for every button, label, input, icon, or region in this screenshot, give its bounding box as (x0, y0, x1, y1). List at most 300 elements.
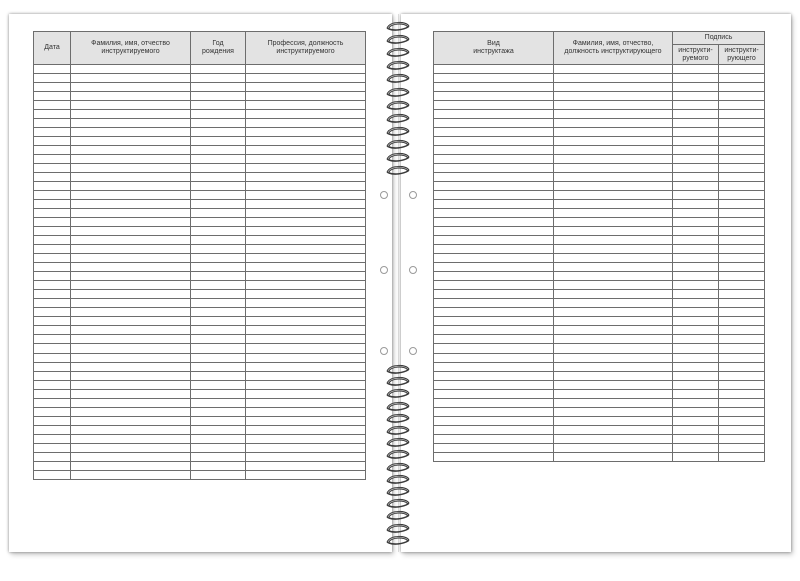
table-cell[interactable] (71, 227, 191, 236)
table-cell[interactable] (71, 281, 191, 290)
table-cell[interactable] (673, 452, 719, 461)
table-cell[interactable] (719, 407, 765, 416)
table-cell[interactable] (434, 164, 554, 173)
table-cell[interactable] (34, 218, 71, 227)
table-cell[interactable] (554, 119, 673, 128)
table-cell[interactable] (34, 146, 71, 155)
table-cell[interactable] (34, 299, 71, 308)
table-cell[interactable] (434, 443, 554, 452)
table-cell[interactable] (673, 434, 719, 443)
table-cell[interactable] (191, 65, 246, 74)
table-cell[interactable] (554, 416, 673, 425)
table-cell[interactable] (554, 290, 673, 299)
table-cell[interactable] (246, 344, 366, 353)
table-cell[interactable] (34, 470, 71, 479)
table-cell[interactable] (554, 443, 673, 452)
table-cell[interactable] (34, 416, 71, 425)
table-cell[interactable] (246, 434, 366, 443)
table-cell[interactable] (673, 272, 719, 281)
table-cell[interactable] (434, 119, 554, 128)
table-cell[interactable] (246, 398, 366, 407)
table-cell[interactable] (71, 398, 191, 407)
table-cell[interactable] (434, 353, 554, 362)
table-cell[interactable] (71, 416, 191, 425)
table-cell[interactable] (719, 290, 765, 299)
table-cell[interactable] (71, 407, 191, 416)
table-cell[interactable] (673, 191, 719, 200)
table-cell[interactable] (34, 434, 71, 443)
table-cell[interactable] (191, 137, 246, 146)
table-cell[interactable] (673, 353, 719, 362)
table-cell[interactable] (34, 371, 71, 380)
table-cell[interactable] (719, 155, 765, 164)
table-cell[interactable] (191, 272, 246, 281)
table-cell[interactable] (673, 398, 719, 407)
table-cell[interactable] (554, 74, 673, 83)
table-cell[interactable] (719, 326, 765, 335)
table-cell[interactable] (434, 146, 554, 155)
table-cell[interactable] (191, 263, 246, 272)
table-cell[interactable] (434, 263, 554, 272)
table-cell[interactable] (434, 425, 554, 434)
table-cell[interactable] (246, 74, 366, 83)
table-cell[interactable] (71, 461, 191, 470)
table-cell[interactable] (71, 92, 191, 101)
table-cell[interactable] (246, 389, 366, 398)
table-cell[interactable] (246, 416, 366, 425)
table-cell[interactable] (673, 407, 719, 416)
table-cell[interactable] (34, 272, 71, 281)
table-cell[interactable] (71, 101, 191, 110)
table-cell[interactable] (673, 182, 719, 191)
table-cell[interactable] (434, 326, 554, 335)
table-cell[interactable] (554, 362, 673, 371)
table-cell[interactable] (434, 137, 554, 146)
table-cell[interactable] (34, 353, 71, 362)
table-cell[interactable] (191, 317, 246, 326)
table-cell[interactable] (71, 137, 191, 146)
table-cell[interactable] (434, 173, 554, 182)
table-cell[interactable] (34, 452, 71, 461)
table-cell[interactable] (246, 209, 366, 218)
table-cell[interactable] (554, 164, 673, 173)
table-cell[interactable] (246, 218, 366, 227)
table-cell[interactable] (34, 74, 71, 83)
table-cell[interactable] (434, 452, 554, 461)
table-cell[interactable] (246, 119, 366, 128)
table-cell[interactable] (434, 236, 554, 245)
table-cell[interactable] (554, 434, 673, 443)
table-cell[interactable] (554, 101, 673, 110)
table-cell[interactable] (34, 344, 71, 353)
table-cell[interactable] (673, 245, 719, 254)
table-cell[interactable] (719, 353, 765, 362)
table-cell[interactable] (673, 299, 719, 308)
table-cell[interactable] (554, 272, 673, 281)
table-cell[interactable] (246, 281, 366, 290)
table-cell[interactable] (673, 362, 719, 371)
table-cell[interactable] (34, 110, 71, 119)
table-cell[interactable] (191, 425, 246, 434)
table-cell[interactable] (434, 191, 554, 200)
table-cell[interactable] (719, 452, 765, 461)
table-cell[interactable] (673, 281, 719, 290)
table-cell[interactable] (191, 335, 246, 344)
table-cell[interactable] (719, 335, 765, 344)
table-cell[interactable] (719, 317, 765, 326)
table-cell[interactable] (191, 398, 246, 407)
table-cell[interactable] (246, 353, 366, 362)
table-cell[interactable] (719, 83, 765, 92)
table-cell[interactable] (554, 308, 673, 317)
table-cell[interactable] (246, 470, 366, 479)
table-cell[interactable] (246, 92, 366, 101)
table-cell[interactable] (71, 164, 191, 173)
table-cell[interactable] (554, 92, 673, 101)
table-cell[interactable] (34, 182, 71, 191)
table-cell[interactable] (719, 434, 765, 443)
table-cell[interactable] (191, 173, 246, 182)
table-cell[interactable] (434, 407, 554, 416)
table-cell[interactable] (719, 254, 765, 263)
table-cell[interactable] (673, 65, 719, 74)
table-cell[interactable] (434, 155, 554, 164)
table-cell[interactable] (673, 218, 719, 227)
table-cell[interactable] (719, 92, 765, 101)
table-cell[interactable] (719, 191, 765, 200)
table-cell[interactable] (434, 281, 554, 290)
table-cell[interactable] (71, 452, 191, 461)
table-cell[interactable] (673, 173, 719, 182)
table-cell[interactable] (673, 371, 719, 380)
table-cell[interactable] (719, 236, 765, 245)
table-cell[interactable] (191, 452, 246, 461)
table-cell[interactable] (191, 155, 246, 164)
table-cell[interactable] (719, 119, 765, 128)
table-cell[interactable] (434, 398, 554, 407)
table-cell[interactable] (554, 398, 673, 407)
table-cell[interactable] (719, 443, 765, 452)
table-cell[interactable] (434, 371, 554, 380)
table-cell[interactable] (719, 245, 765, 254)
table-cell[interactable] (554, 137, 673, 146)
table-cell[interactable] (191, 128, 246, 137)
table-cell[interactable] (434, 101, 554, 110)
table-cell[interactable] (191, 182, 246, 191)
table-cell[interactable] (434, 92, 554, 101)
table-cell[interactable] (434, 227, 554, 236)
table-cell[interactable] (673, 317, 719, 326)
table-cell[interactable] (719, 371, 765, 380)
table-cell[interactable] (34, 155, 71, 164)
table-cell[interactable] (191, 407, 246, 416)
table-cell[interactable] (434, 317, 554, 326)
table-cell[interactable] (554, 191, 673, 200)
table-cell[interactable] (71, 335, 191, 344)
table-cell[interactable] (719, 344, 765, 353)
table-cell[interactable] (246, 164, 366, 173)
table-cell[interactable] (554, 380, 673, 389)
table-cell[interactable] (34, 200, 71, 209)
table-cell[interactable] (673, 128, 719, 137)
table-cell[interactable] (246, 155, 366, 164)
table-cell[interactable] (71, 191, 191, 200)
table-cell[interactable] (719, 137, 765, 146)
table-cell[interactable] (191, 146, 246, 155)
table-cell[interactable] (554, 299, 673, 308)
table-cell[interactable] (554, 227, 673, 236)
table-cell[interactable] (719, 101, 765, 110)
table-cell[interactable] (34, 398, 71, 407)
table-cell[interactable] (719, 218, 765, 227)
table-cell[interactable] (34, 119, 71, 128)
table-cell[interactable] (434, 83, 554, 92)
table-cell[interactable] (246, 101, 366, 110)
table-cell[interactable] (719, 173, 765, 182)
table-cell[interactable] (719, 182, 765, 191)
table-cell[interactable] (434, 74, 554, 83)
table-cell[interactable] (554, 182, 673, 191)
table-cell[interactable] (554, 200, 673, 209)
table-cell[interactable] (719, 389, 765, 398)
table-cell[interactable] (434, 209, 554, 218)
table-cell[interactable] (246, 308, 366, 317)
table-cell[interactable] (673, 146, 719, 155)
table-cell[interactable] (191, 254, 246, 263)
table-cell[interactable] (554, 245, 673, 254)
table-cell[interactable] (246, 128, 366, 137)
table-cell[interactable] (673, 119, 719, 128)
table-cell[interactable] (246, 191, 366, 200)
table-cell[interactable] (673, 344, 719, 353)
table-cell[interactable] (719, 299, 765, 308)
table-cell[interactable] (191, 344, 246, 353)
table-cell[interactable] (246, 299, 366, 308)
table-cell[interactable] (673, 326, 719, 335)
table-cell[interactable] (434, 245, 554, 254)
table-cell[interactable] (191, 353, 246, 362)
table-cell[interactable] (34, 191, 71, 200)
table-cell[interactable] (246, 182, 366, 191)
table-cell[interactable] (246, 452, 366, 461)
table-cell[interactable] (554, 344, 673, 353)
table-cell[interactable] (71, 434, 191, 443)
table-cell[interactable] (719, 398, 765, 407)
table-cell[interactable] (673, 164, 719, 173)
table-cell[interactable] (191, 461, 246, 470)
table-cell[interactable] (719, 281, 765, 290)
table-cell[interactable] (673, 236, 719, 245)
table-cell[interactable] (71, 263, 191, 272)
table-cell[interactable] (246, 83, 366, 92)
table-cell[interactable] (673, 209, 719, 218)
table-cell[interactable] (434, 65, 554, 74)
table-cell[interactable] (554, 218, 673, 227)
table-cell[interactable] (34, 137, 71, 146)
table-cell[interactable] (719, 308, 765, 317)
table-cell[interactable] (71, 218, 191, 227)
table-cell[interactable] (554, 371, 673, 380)
table-cell[interactable] (34, 245, 71, 254)
table-cell[interactable] (554, 146, 673, 155)
table-cell[interactable] (191, 380, 246, 389)
table-cell[interactable] (71, 209, 191, 218)
table-cell[interactable] (554, 353, 673, 362)
table-cell[interactable] (191, 326, 246, 335)
table-cell[interactable] (673, 155, 719, 164)
table-cell[interactable] (34, 164, 71, 173)
table-cell[interactable] (34, 308, 71, 317)
table-cell[interactable] (34, 335, 71, 344)
table-cell[interactable] (673, 200, 719, 209)
table-cell[interactable] (434, 434, 554, 443)
table-cell[interactable] (34, 290, 71, 299)
table-cell[interactable] (71, 443, 191, 452)
table-cell[interactable] (673, 227, 719, 236)
table-cell[interactable] (34, 209, 71, 218)
table-cell[interactable] (71, 353, 191, 362)
table-cell[interactable] (191, 83, 246, 92)
table-cell[interactable] (191, 101, 246, 110)
table-cell[interactable] (246, 236, 366, 245)
table-cell[interactable] (554, 263, 673, 272)
table-cell[interactable] (434, 389, 554, 398)
table-cell[interactable] (71, 119, 191, 128)
table-cell[interactable] (34, 101, 71, 110)
table-cell[interactable] (246, 110, 366, 119)
table-cell[interactable] (434, 110, 554, 119)
table-cell[interactable] (434, 380, 554, 389)
table-cell[interactable] (719, 146, 765, 155)
table-cell[interactable] (673, 74, 719, 83)
table-cell[interactable] (71, 128, 191, 137)
table-cell[interactable] (34, 254, 71, 263)
table-cell[interactable] (719, 380, 765, 389)
table-cell[interactable] (434, 344, 554, 353)
table-cell[interactable] (71, 254, 191, 263)
table-cell[interactable] (71, 380, 191, 389)
table-cell[interactable] (34, 227, 71, 236)
table-cell[interactable] (434, 299, 554, 308)
table-cell[interactable] (71, 182, 191, 191)
table-cell[interactable] (246, 272, 366, 281)
table-cell[interactable] (719, 272, 765, 281)
table-cell[interactable] (34, 461, 71, 470)
table-cell[interactable] (71, 308, 191, 317)
table-cell[interactable] (34, 236, 71, 245)
table-cell[interactable] (434, 362, 554, 371)
table-cell[interactable] (673, 443, 719, 452)
table-cell[interactable] (246, 65, 366, 74)
table-cell[interactable] (554, 209, 673, 218)
table-cell[interactable] (554, 254, 673, 263)
table-cell[interactable] (71, 200, 191, 209)
table-cell[interactable] (71, 236, 191, 245)
table-cell[interactable] (246, 290, 366, 299)
table-cell[interactable] (71, 65, 191, 74)
table-cell[interactable] (719, 128, 765, 137)
table-cell[interactable] (191, 299, 246, 308)
table-cell[interactable] (719, 263, 765, 272)
table-cell[interactable] (719, 164, 765, 173)
table-cell[interactable] (191, 92, 246, 101)
table-cell[interactable] (191, 281, 246, 290)
table-cell[interactable] (191, 110, 246, 119)
table-cell[interactable] (554, 83, 673, 92)
table-cell[interactable] (71, 299, 191, 308)
table-cell[interactable] (246, 371, 366, 380)
table-cell[interactable] (246, 173, 366, 182)
table-cell[interactable] (719, 110, 765, 119)
table-cell[interactable] (719, 425, 765, 434)
table-cell[interactable] (191, 236, 246, 245)
table-cell[interactable] (434, 335, 554, 344)
table-cell[interactable] (246, 245, 366, 254)
table-cell[interactable] (246, 317, 366, 326)
table-cell[interactable] (246, 407, 366, 416)
table-cell[interactable] (554, 173, 673, 182)
table-cell[interactable] (191, 290, 246, 299)
table-cell[interactable] (34, 65, 71, 74)
table-cell[interactable] (554, 425, 673, 434)
table-cell[interactable] (434, 128, 554, 137)
table-cell[interactable] (554, 110, 673, 119)
table-cell[interactable] (719, 362, 765, 371)
table-cell[interactable] (434, 218, 554, 227)
table-cell[interactable] (71, 146, 191, 155)
table-cell[interactable] (71, 245, 191, 254)
table-cell[interactable] (246, 335, 366, 344)
table-cell[interactable] (34, 92, 71, 101)
table-cell[interactable] (673, 92, 719, 101)
table-cell[interactable] (554, 326, 673, 335)
table-cell[interactable] (673, 416, 719, 425)
table-cell[interactable] (34, 407, 71, 416)
table-cell[interactable] (191, 389, 246, 398)
table-cell[interactable] (434, 416, 554, 425)
table-cell[interactable] (434, 308, 554, 317)
table-cell[interactable] (673, 254, 719, 263)
table-cell[interactable] (34, 263, 71, 272)
table-cell[interactable] (71, 110, 191, 119)
table-cell[interactable] (673, 389, 719, 398)
table-cell[interactable] (71, 155, 191, 164)
table-cell[interactable] (246, 227, 366, 236)
table-cell[interactable] (191, 443, 246, 452)
table-cell[interactable] (246, 443, 366, 452)
table-cell[interactable] (71, 371, 191, 380)
table-cell[interactable] (246, 146, 366, 155)
table-cell[interactable] (673, 83, 719, 92)
table-cell[interactable] (191, 74, 246, 83)
table-cell[interactable] (191, 362, 246, 371)
table-cell[interactable] (719, 416, 765, 425)
table-cell[interactable] (554, 317, 673, 326)
table-cell[interactable] (554, 155, 673, 164)
table-cell[interactable] (191, 371, 246, 380)
table-cell[interactable] (554, 65, 673, 74)
table-cell[interactable] (34, 83, 71, 92)
table-cell[interactable] (71, 326, 191, 335)
table-cell[interactable] (191, 245, 246, 254)
table-cell[interactable] (34, 443, 71, 452)
table-cell[interactable] (191, 209, 246, 218)
table-cell[interactable] (71, 83, 191, 92)
table-cell[interactable] (673, 263, 719, 272)
table-cell[interactable] (673, 425, 719, 434)
table-cell[interactable] (434, 290, 554, 299)
table-cell[interactable] (246, 200, 366, 209)
